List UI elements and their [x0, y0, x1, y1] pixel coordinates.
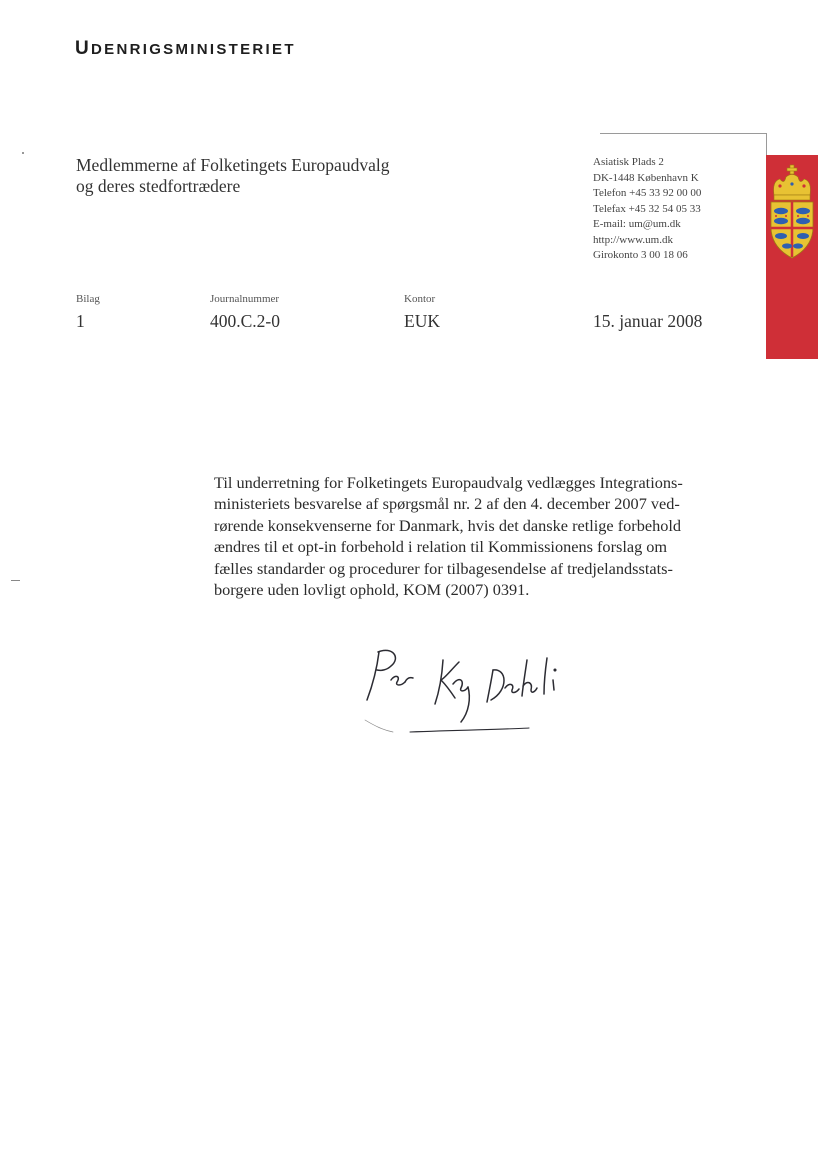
- recipient-block: [76, 155, 389, 197]
- letter-body: [214, 472, 719, 600]
- address-city: DK-1448 København K: [593, 171, 699, 184]
- body-line: fælles standarder og procedurer for tilbagesendelse af tredjelandsstats-: [214, 558, 673, 578]
- office-label: Kontor: [404, 293, 436, 305]
- emblem-bar: [766, 155, 818, 359]
- scan-mark: [11, 580, 20, 581]
- address-divider: [600, 133, 766, 134]
- letter-date: 15. januar 2008: [593, 311, 703, 331]
- body-line: ministeriets besvarelse af spørgsmål nr. 2 af den 4. december 2007 ved-: [214, 494, 680, 514]
- scan-speck: [22, 152, 24, 154]
- attachment-label: Bilag: [76, 293, 100, 305]
- body-line: borgere uden lovligt ophold, KOM (2007) 0391.: [214, 580, 530, 600]
- body-line: rørende konsekvenserne for Danmark, hvis det danske retlige forbehold: [214, 515, 682, 535]
- attachment-value: 1: [76, 311, 85, 331]
- body-line: ændres til et opt-in forbehold i relation til Kommissionens forslag om: [214, 537, 668, 557]
- address-website: http://www.um.dk: [593, 233, 673, 246]
- office-value: EUK: [404, 311, 440, 331]
- journal-number-value: 400.C.2-0: [210, 311, 280, 331]
- body-line: Til underretning for Folketingets Europaudvalg vedlægges Integrations-: [214, 473, 683, 492]
- address-block: [593, 155, 701, 264]
- address-divider-vertical: [766, 133, 767, 155]
- address-street: Asiatisk Plads 2: [593, 156, 664, 168]
- recipient-line-2: og deres stedfortrædere: [76, 176, 241, 196]
- address-giro: Girokonto 3 00 18 06: [593, 249, 688, 261]
- recipient-line-1: Medlemmerne af Folketingets Europaudvalg: [76, 155, 390, 175]
- coat-of-arms-icon: [766, 155, 818, 359]
- signature-icon: [355, 640, 585, 740]
- address-fax: Telefax +45 32 54 05 33: [593, 202, 701, 215]
- address-phone: Telefon +45 33 92 00 00: [593, 187, 702, 199]
- ministry-name: UDENRIGSMINISTERIET: [75, 38, 296, 59]
- address-email: E-mail: um@um.dk: [593, 218, 681, 230]
- journal-number-label: Journalnummer: [210, 293, 280, 305]
